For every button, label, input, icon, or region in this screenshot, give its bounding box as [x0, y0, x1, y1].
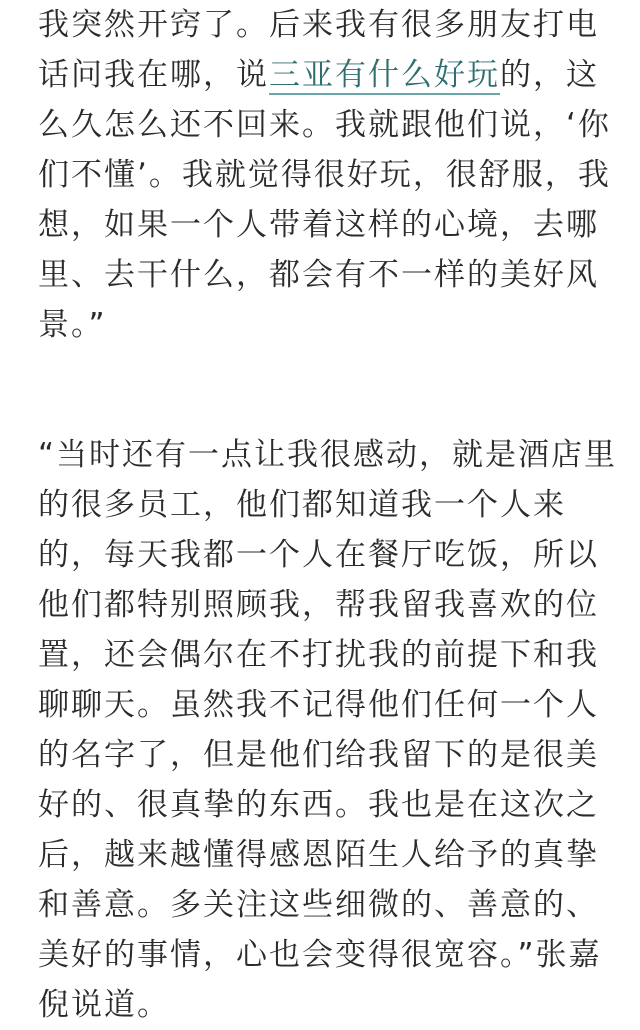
text-line: “当时还有一点让我很感动，就是酒店里 [38, 437, 618, 473]
text-line: 我突然开窍了。后来我有很多朋友打电 [38, 7, 599, 43]
text-line: 他们都特别照顾我，帮我留我喜欢的位 [38, 587, 599, 623]
text-line: 的，每天我都一个人在餐厅吃饭，所以 [38, 537, 599, 573]
paragraph-1 [38, 0, 613, 350]
text-line: 景。” [38, 307, 107, 343]
paragraph-2 [38, 430, 618, 1030]
text-segment: 话问我在哪，说 [38, 57, 269, 93]
text-line: 好的、很真挚的东西。我也是在这次之 [38, 787, 599, 823]
text-line: 置，还会偶尔在不打扰我的前提下和我 [38, 637, 599, 673]
text-line: 倪说道。 [38, 987, 170, 1023]
text-line: 们不懂’。我就觉得很好玩，很舒服，我 [38, 157, 611, 193]
text-line [38, 50, 613, 100]
text-line: 里、去干什么，都会有不一样的美好风 [38, 257, 599, 293]
text-line: 想，如果一个人带着这样的心境，去哪 [38, 207, 599, 243]
text-line: 聊聊天。虽然我不记得他们任何一个人 [38, 687, 599, 723]
sanya-link[interactable]: 三亚有什么好玩 [269, 57, 500, 93]
text-line: 么久怎么还不回来。我就跟他们说，‘你 [38, 107, 611, 143]
text-line: 美好的事情，心也会变得很宽容。”张嘉 [38, 937, 602, 973]
text-line: 的名字了，但是他们给我留下的是很美 [38, 737, 599, 773]
text-line: 的很多员工，他们都知道我一个人来 [38, 487, 566, 523]
text-line: 和善意。多关注这些细微的、善意的、 [38, 887, 599, 923]
text-segment: 的，这 [500, 57, 599, 93]
text-line: 后，越来越懂得感恩陌生人给予的真挚 [38, 837, 599, 873]
article-body [38, 0, 618, 1030]
paragraph-spacer [38, 350, 613, 430]
